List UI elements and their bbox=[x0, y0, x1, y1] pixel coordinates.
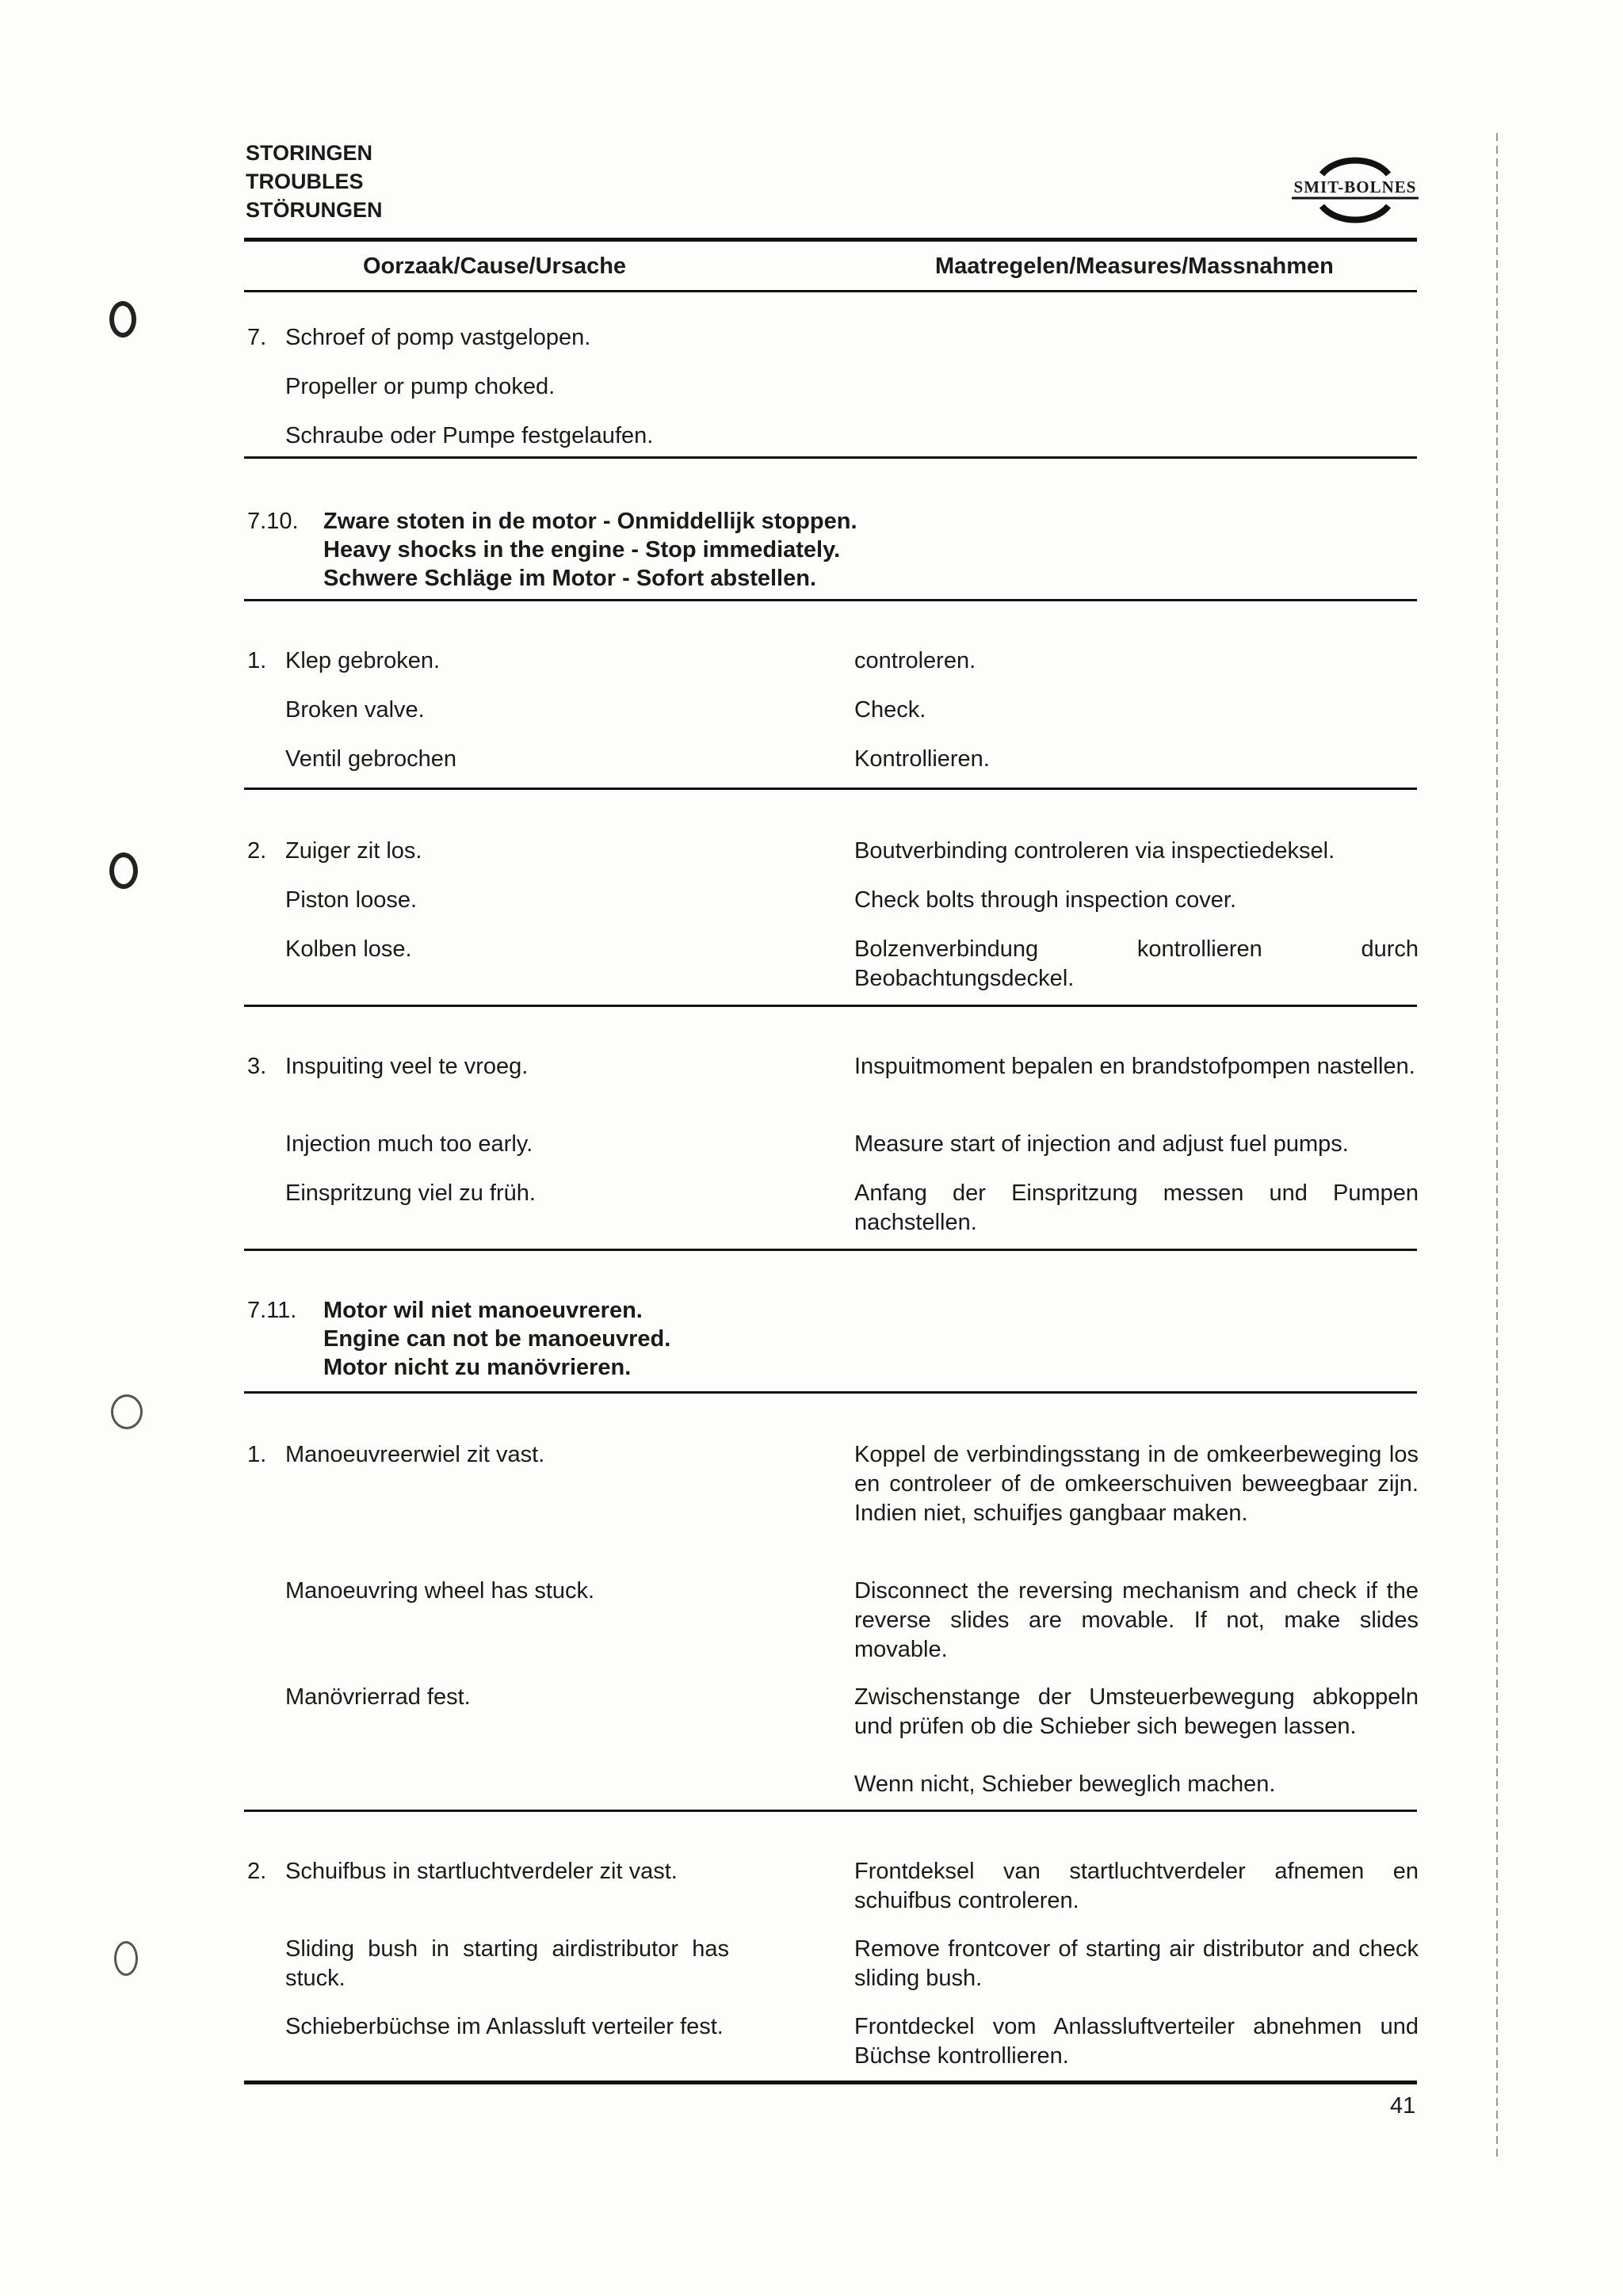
item-number: 1. bbox=[247, 648, 267, 673]
measure-en: Remove frontcover of starting air distributor and check sliding bush. bbox=[854, 1936, 1419, 1991]
item-rule bbox=[244, 1249, 1417, 1251]
item-number: 3. bbox=[247, 1054, 267, 1079]
header-title-nl: STORINGEN bbox=[246, 141, 373, 165]
column-header-cause: Oorzaak/Cause/Ursache bbox=[363, 254, 627, 279]
measure-de: Bolzenverbindung kontrollieren durch Beobachtungsdeckel. bbox=[854, 936, 1419, 991]
cause-de: Kolben lose. bbox=[285, 936, 412, 962]
section-number: 7.11. bbox=[247, 1298, 297, 1323]
section-rule bbox=[244, 1391, 1417, 1394]
cause-de: Manövrierrad fest. bbox=[285, 1684, 471, 1710]
measure-nl: controleren. bbox=[854, 648, 976, 673]
measure-nl: Frontdeksel van startluchtverdeler afnemen en schuifbus controleren. bbox=[854, 1859, 1419, 1913]
measure-de: Frontdeckel vom Anlassluftverteiler abnehmen und Büchse kontrollieren. bbox=[854, 2014, 1419, 2069]
punch-hole-1 bbox=[109, 301, 136, 338]
cause-en: Injection much too early. bbox=[285, 1131, 533, 1157]
header-rule-top bbox=[244, 238, 1417, 242]
section-title-de: Motor nicht zu manövrieren. bbox=[323, 1355, 632, 1380]
measure-de: Anfang der Einspritzung messen und Pumpen nachstellen. bbox=[854, 1180, 1419, 1235]
item-number: 7. bbox=[247, 325, 267, 350]
header-title-de: STÖRUNGEN bbox=[246, 198, 383, 222]
measure-de: Kontrollieren. bbox=[854, 746, 990, 772]
cause-de: Schieberbüchse im Anlassluft verteiler fest. bbox=[285, 2014, 724, 2039]
header-title-en: TROUBLES bbox=[246, 170, 364, 193]
section-rule bbox=[244, 599, 1417, 601]
measure-en: Check. bbox=[854, 697, 926, 723]
item-rule bbox=[244, 1005, 1417, 1007]
section-title-en: Heavy shocks in the engine - Stop immediately. bbox=[323, 537, 841, 563]
cause-nl: Schroef of pomp vastgelopen. bbox=[285, 325, 591, 350]
measure-en: Disconnect the reversing mechanism and check if the reverse slides are movable. If not, make slides movable. bbox=[854, 1578, 1419, 1662]
section-title-nl: Motor wil niet manoeuvreren. bbox=[323, 1298, 643, 1323]
measure-de-2: Wenn nicht, Schieber beweglich machen. bbox=[854, 1772, 1276, 1797]
margin-scan-line bbox=[1496, 133, 1498, 2161]
page-bottom-rule bbox=[244, 2081, 1417, 2084]
item-rule bbox=[244, 788, 1417, 790]
logo-text: SMIT-BOLNES bbox=[1293, 177, 1417, 196]
measure-nl: Boutverbinding controleren via inspectiedeksel. bbox=[854, 838, 1335, 864]
section-rule bbox=[244, 456, 1417, 459]
punch-hole-4 bbox=[114, 1941, 138, 1976]
punch-hole-3 bbox=[111, 1394, 143, 1429]
section-number: 7.10. bbox=[247, 509, 299, 534]
cause-en: Manoeuvring wheel has stuck. bbox=[285, 1578, 595, 1604]
item-number: 1. bbox=[247, 1442, 267, 1467]
section-title-de: Schwere Schläge im Motor - Sofort abstellen. bbox=[323, 566, 817, 591]
cause-nl: Manoeuvreerwiel zit vast. bbox=[285, 1442, 545, 1467]
cause-en: Broken valve. bbox=[285, 697, 425, 723]
header-rule-bottom bbox=[244, 290, 1417, 292]
cause-nl: Inspuiting veel te vroeg. bbox=[285, 1054, 529, 1079]
cause-en: Sliding bush in starting airdistributor has stuck. bbox=[285, 1936, 729, 1991]
measure-nl: Inspuitmoment bepalen en brandstofpompen nastellen. bbox=[854, 1054, 1415, 1079]
measure-nl: Koppel de verbindingsstang in de omkeerbeweging los en controleer of de omkeerschuiven beweegbaar zijn. Indien niet, schuifjes gangbaar maken. bbox=[854, 1442, 1419, 1526]
cause-de: Ventil gebrochen bbox=[285, 746, 457, 772]
measure-en: Check bolts through inspection cover. bbox=[854, 887, 1236, 913]
section-title-en: Engine can not be manoeuvred. bbox=[323, 1326, 671, 1352]
item-number: 2. bbox=[247, 838, 267, 864]
column-header-measures: Maatregelen/Measures/Massnahmen bbox=[935, 254, 1334, 279]
punch-hole-2 bbox=[109, 852, 138, 889]
smit-bolnes-logo bbox=[1284, 147, 1426, 231]
section-title-nl: Zware stoten in de motor - Onmiddellijk stoppen. bbox=[323, 509, 857, 534]
measure-de: Zwischenstange der Umsteuerbewegung abkoppeln und prüfen ob die Schieber sich bewegen lassen. bbox=[854, 1684, 1419, 1739]
cause-en: Piston loose. bbox=[285, 887, 418, 913]
measure-en: Measure start of injection and adjust fuel pumps. bbox=[854, 1131, 1349, 1157]
cause-nl: Zuiger zit los. bbox=[285, 838, 422, 864]
cause-nl: Klep gebroken. bbox=[285, 648, 441, 673]
page-number: 41 bbox=[1390, 2093, 1416, 2119]
item-number: 2. bbox=[247, 1859, 267, 1884]
cause-nl: Schuifbus in startluchtverdeler zit vast. bbox=[285, 1859, 678, 1884]
cause-de: Schraube oder Pumpe festgelaufen. bbox=[285, 423, 654, 448]
cause-de: Einspritzung viel zu früh. bbox=[285, 1180, 536, 1206]
cause-en: Propeller or pump choked. bbox=[285, 374, 556, 399]
item-rule bbox=[244, 1810, 1417, 1812]
